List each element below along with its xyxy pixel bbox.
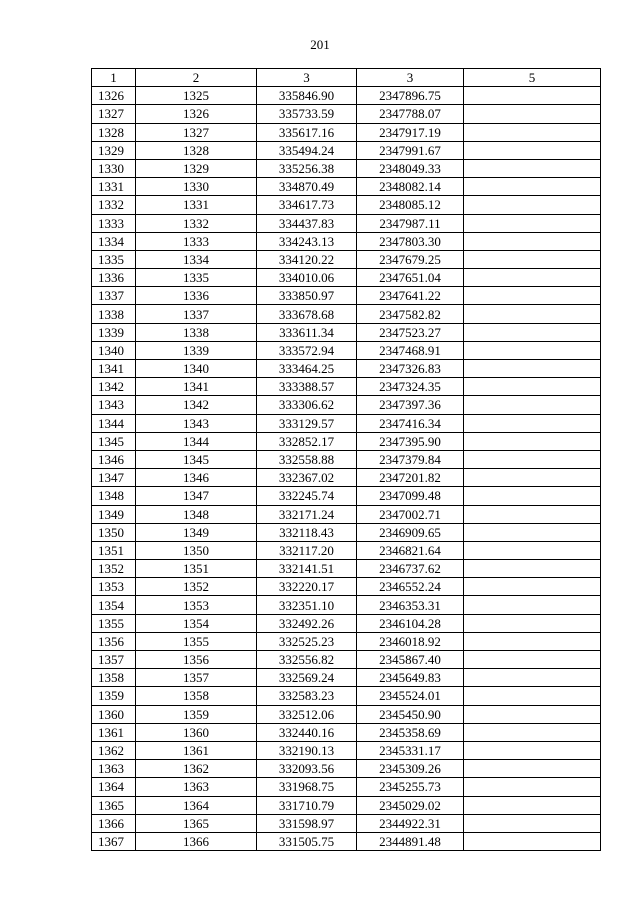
x-coordinate-cell: 332556.82 bbox=[257, 651, 357, 669]
note-cell bbox=[464, 87, 601, 105]
note-cell bbox=[464, 269, 601, 287]
note-cell bbox=[464, 523, 601, 541]
note-cell bbox=[464, 360, 601, 378]
note-cell bbox=[464, 832, 601, 850]
x-coordinate-cell: 333464.25 bbox=[257, 360, 357, 378]
note-cell bbox=[464, 814, 601, 832]
note-cell bbox=[464, 505, 601, 523]
point-number-cell: 1341 bbox=[92, 360, 136, 378]
note-cell bbox=[464, 723, 601, 741]
y-coordinate-cell: 2347641.22 bbox=[357, 287, 464, 305]
previous-point-cell: 1335 bbox=[136, 269, 257, 287]
point-number-cell: 1330 bbox=[92, 159, 136, 177]
point-number-cell: 1343 bbox=[92, 396, 136, 414]
previous-point-cell: 1355 bbox=[136, 632, 257, 650]
table-row bbox=[92, 87, 601, 105]
point-number-cell: 1348 bbox=[92, 487, 136, 505]
x-coordinate-cell: 332569.24 bbox=[257, 669, 357, 687]
point-number-cell: 1359 bbox=[92, 687, 136, 705]
table-row bbox=[92, 487, 601, 505]
previous-point-cell: 1351 bbox=[136, 560, 257, 578]
x-coordinate-cell: 332440.16 bbox=[257, 723, 357, 741]
x-coordinate-cell: 332171.24 bbox=[257, 505, 357, 523]
note-cell bbox=[464, 250, 601, 268]
y-coordinate-cell: 2347679.25 bbox=[357, 250, 464, 268]
previous-point-cell: 1334 bbox=[136, 250, 257, 268]
note-cell bbox=[464, 741, 601, 759]
table-row bbox=[92, 760, 601, 778]
point-number-cell: 1358 bbox=[92, 669, 136, 687]
y-coordinate-cell: 2347917.19 bbox=[357, 123, 464, 141]
table-row bbox=[92, 596, 601, 614]
note-cell bbox=[464, 196, 601, 214]
x-coordinate-cell: 332093.56 bbox=[257, 760, 357, 778]
x-coordinate-cell: 334120.22 bbox=[257, 250, 357, 268]
point-number-cell: 1338 bbox=[92, 305, 136, 323]
point-number-cell: 1335 bbox=[92, 250, 136, 268]
note-cell bbox=[464, 760, 601, 778]
point-number-cell: 1345 bbox=[92, 432, 136, 450]
table-row bbox=[92, 651, 601, 669]
previous-point-cell: 1347 bbox=[136, 487, 257, 505]
previous-point-cell: 1362 bbox=[136, 760, 257, 778]
previous-point-cell: 1363 bbox=[136, 778, 257, 796]
table-row bbox=[92, 505, 601, 523]
table-row bbox=[92, 214, 601, 232]
previous-point-cell: 1356 bbox=[136, 651, 257, 669]
y-coordinate-cell: 2347523.27 bbox=[357, 323, 464, 341]
note-cell bbox=[464, 469, 601, 487]
y-coordinate-cell: 2346552.24 bbox=[357, 578, 464, 596]
point-number-cell: 1353 bbox=[92, 578, 136, 596]
table-row bbox=[92, 469, 601, 487]
previous-point-cell: 1337 bbox=[136, 305, 257, 323]
table-row bbox=[92, 287, 601, 305]
point-number-cell: 1367 bbox=[92, 832, 136, 850]
previous-point-cell: 1364 bbox=[136, 796, 257, 814]
previous-point-cell: 1327 bbox=[136, 123, 257, 141]
point-number-cell: 1340 bbox=[92, 341, 136, 359]
column-header: 3 bbox=[357, 69, 464, 87]
previous-point-cell: 1350 bbox=[136, 541, 257, 559]
table-row bbox=[92, 778, 601, 796]
previous-point-cell: 1352 bbox=[136, 578, 257, 596]
table-row bbox=[92, 541, 601, 559]
note-cell bbox=[464, 159, 601, 177]
previous-point-cell: 1349 bbox=[136, 523, 257, 541]
x-coordinate-cell: 332351.10 bbox=[257, 596, 357, 614]
y-coordinate-cell: 2347379.84 bbox=[357, 450, 464, 468]
note-cell bbox=[464, 396, 601, 414]
x-coordinate-cell: 334437.83 bbox=[257, 214, 357, 232]
table-row bbox=[92, 159, 601, 177]
table-row bbox=[92, 560, 601, 578]
note-cell bbox=[464, 414, 601, 432]
note-cell bbox=[464, 378, 601, 396]
note-cell bbox=[464, 796, 601, 814]
table-row bbox=[92, 687, 601, 705]
y-coordinate-cell: 2345450.90 bbox=[357, 705, 464, 723]
table-header bbox=[92, 69, 601, 87]
table-row bbox=[92, 123, 601, 141]
point-number-cell: 1362 bbox=[92, 741, 136, 759]
point-number-cell: 1350 bbox=[92, 523, 136, 541]
x-coordinate-cell: 332525.23 bbox=[257, 632, 357, 650]
previous-point-cell: 1348 bbox=[136, 505, 257, 523]
previous-point-cell: 1332 bbox=[136, 214, 257, 232]
note-cell bbox=[464, 669, 601, 687]
x-coordinate-cell: 335617.16 bbox=[257, 123, 357, 141]
previous-point-cell: 1339 bbox=[136, 341, 257, 359]
y-coordinate-cell: 2348085.12 bbox=[357, 196, 464, 214]
y-coordinate-cell: 2345867.40 bbox=[357, 651, 464, 669]
point-number-cell: 1363 bbox=[92, 760, 136, 778]
x-coordinate-cell: 331505.75 bbox=[257, 832, 357, 850]
point-number-cell: 1366 bbox=[92, 814, 136, 832]
y-coordinate-cell: 2347651.04 bbox=[357, 269, 464, 287]
x-coordinate-cell: 332492.26 bbox=[257, 614, 357, 632]
point-number-cell: 1332 bbox=[92, 196, 136, 214]
column-header: 2 bbox=[136, 69, 257, 87]
y-coordinate-cell: 2347803.30 bbox=[357, 232, 464, 250]
point-number-cell: 1346 bbox=[92, 450, 136, 468]
previous-point-cell: 1359 bbox=[136, 705, 257, 723]
note-cell bbox=[464, 450, 601, 468]
previous-point-cell: 1358 bbox=[136, 687, 257, 705]
point-number-cell: 1334 bbox=[92, 232, 136, 250]
point-number-cell: 1326 bbox=[92, 87, 136, 105]
previous-point-cell: 1333 bbox=[136, 232, 257, 250]
table-row bbox=[92, 250, 601, 268]
y-coordinate-cell: 2347991.67 bbox=[357, 141, 464, 159]
x-coordinate-cell: 334870.49 bbox=[257, 178, 357, 196]
previous-point-cell: 1346 bbox=[136, 469, 257, 487]
table-row bbox=[92, 632, 601, 650]
previous-point-cell: 1338 bbox=[136, 323, 257, 341]
note-cell bbox=[464, 578, 601, 596]
point-number-cell: 1336 bbox=[92, 269, 136, 287]
x-coordinate-cell: 332245.74 bbox=[257, 487, 357, 505]
table-body bbox=[92, 87, 601, 851]
note-cell bbox=[464, 705, 601, 723]
y-coordinate-cell: 2347788.07 bbox=[357, 105, 464, 123]
note-cell bbox=[464, 614, 601, 632]
note-cell bbox=[464, 432, 601, 450]
x-coordinate-cell: 333306.62 bbox=[257, 396, 357, 414]
x-coordinate-cell: 332141.51 bbox=[257, 560, 357, 578]
previous-point-cell: 1344 bbox=[136, 432, 257, 450]
table-row bbox=[92, 432, 601, 450]
table-row bbox=[92, 450, 601, 468]
point-number-cell: 1344 bbox=[92, 414, 136, 432]
x-coordinate-cell: 335733.59 bbox=[257, 105, 357, 123]
previous-point-cell: 1336 bbox=[136, 287, 257, 305]
previous-point-cell: 1342 bbox=[136, 396, 257, 414]
point-number-cell: 1357 bbox=[92, 651, 136, 669]
y-coordinate-cell: 2347326.83 bbox=[357, 360, 464, 378]
point-number-cell: 1347 bbox=[92, 469, 136, 487]
note-cell bbox=[464, 596, 601, 614]
y-coordinate-cell: 2347002.71 bbox=[357, 505, 464, 523]
previous-point-cell: 1325 bbox=[136, 87, 257, 105]
point-number-cell: 1364 bbox=[92, 778, 136, 796]
y-coordinate-cell: 2345358.69 bbox=[357, 723, 464, 741]
table-row bbox=[92, 578, 601, 596]
y-coordinate-cell: 2345649.83 bbox=[357, 669, 464, 687]
point-number-cell: 1342 bbox=[92, 378, 136, 396]
x-coordinate-cell: 331598.97 bbox=[257, 814, 357, 832]
y-coordinate-cell: 2346737.62 bbox=[357, 560, 464, 578]
y-coordinate-cell: 2347099.48 bbox=[357, 487, 464, 505]
y-coordinate-cell: 2347582.82 bbox=[357, 305, 464, 323]
y-coordinate-cell: 2346821.64 bbox=[357, 541, 464, 559]
note-cell bbox=[464, 341, 601, 359]
table-row bbox=[92, 378, 601, 396]
y-coordinate-cell: 2347468.91 bbox=[357, 341, 464, 359]
previous-point-cell: 1326 bbox=[136, 105, 257, 123]
point-number-cell: 1331 bbox=[92, 178, 136, 196]
note-cell bbox=[464, 632, 601, 650]
table-row bbox=[92, 141, 601, 159]
y-coordinate-cell: 2346909.65 bbox=[357, 523, 464, 541]
previous-point-cell: 1345 bbox=[136, 450, 257, 468]
note-cell bbox=[464, 487, 601, 505]
table-row bbox=[92, 705, 601, 723]
y-coordinate-cell: 2348082.14 bbox=[357, 178, 464, 196]
x-coordinate-cell: 334617.73 bbox=[257, 196, 357, 214]
point-number-cell: 1349 bbox=[92, 505, 136, 523]
x-coordinate-cell: 335256.38 bbox=[257, 159, 357, 177]
y-coordinate-cell: 2347324.35 bbox=[357, 378, 464, 396]
x-coordinate-cell: 332117.20 bbox=[257, 541, 357, 559]
note-cell bbox=[464, 541, 601, 559]
point-number-cell: 1365 bbox=[92, 796, 136, 814]
y-coordinate-cell: 2345029.02 bbox=[357, 796, 464, 814]
x-coordinate-cell: 332190.13 bbox=[257, 741, 357, 759]
previous-point-cell: 1331 bbox=[136, 196, 257, 214]
previous-point-cell: 1340 bbox=[136, 360, 257, 378]
y-coordinate-cell: 2345255.73 bbox=[357, 778, 464, 796]
y-coordinate-cell: 2347201.82 bbox=[357, 469, 464, 487]
previous-point-cell: 1353 bbox=[136, 596, 257, 614]
note-cell bbox=[464, 123, 601, 141]
column-header: 1 bbox=[92, 69, 136, 87]
table-row bbox=[92, 323, 601, 341]
x-coordinate-cell: 331968.75 bbox=[257, 778, 357, 796]
table-row bbox=[92, 341, 601, 359]
point-number-cell: 1329 bbox=[92, 141, 136, 159]
y-coordinate-cell: 2344891.48 bbox=[357, 832, 464, 850]
point-number-cell: 1333 bbox=[92, 214, 136, 232]
table-row bbox=[92, 832, 601, 850]
table-row bbox=[92, 741, 601, 759]
x-coordinate-cell: 334243.13 bbox=[257, 232, 357, 250]
table-row bbox=[92, 105, 601, 123]
previous-point-cell: 1360 bbox=[136, 723, 257, 741]
note-cell bbox=[464, 232, 601, 250]
column-header: 3 bbox=[257, 69, 357, 87]
table-row bbox=[92, 269, 601, 287]
x-coordinate-cell: 333129.57 bbox=[257, 414, 357, 432]
y-coordinate-cell: 2345331.17 bbox=[357, 741, 464, 759]
previous-point-cell: 1328 bbox=[136, 141, 257, 159]
note-cell bbox=[464, 687, 601, 705]
y-coordinate-cell: 2345524.01 bbox=[357, 687, 464, 705]
point-number-cell: 1355 bbox=[92, 614, 136, 632]
x-coordinate-cell: 332583.23 bbox=[257, 687, 357, 705]
y-coordinate-cell: 2348049.33 bbox=[357, 159, 464, 177]
coordinates-table bbox=[91, 68, 601, 851]
x-coordinate-cell: 333572.94 bbox=[257, 341, 357, 359]
note-cell bbox=[464, 651, 601, 669]
table-row bbox=[92, 523, 601, 541]
previous-point-cell: 1354 bbox=[136, 614, 257, 632]
y-coordinate-cell: 2347896.75 bbox=[357, 87, 464, 105]
x-coordinate-cell: 333678.68 bbox=[257, 305, 357, 323]
x-coordinate-cell: 333611.34 bbox=[257, 323, 357, 341]
previous-point-cell: 1329 bbox=[136, 159, 257, 177]
header-row bbox=[92, 69, 601, 87]
table-row bbox=[92, 232, 601, 250]
point-number-cell: 1351 bbox=[92, 541, 136, 559]
note-cell bbox=[464, 141, 601, 159]
note-cell bbox=[464, 287, 601, 305]
x-coordinate-cell: 332367.02 bbox=[257, 469, 357, 487]
y-coordinate-cell: 2346353.31 bbox=[357, 596, 464, 614]
point-number-cell: 1361 bbox=[92, 723, 136, 741]
table-row bbox=[92, 669, 601, 687]
x-coordinate-cell: 333850.97 bbox=[257, 287, 357, 305]
x-coordinate-cell: 332220.17 bbox=[257, 578, 357, 596]
x-coordinate-cell: 332558.88 bbox=[257, 450, 357, 468]
point-number-cell: 1360 bbox=[92, 705, 136, 723]
column-header: 5 bbox=[464, 69, 601, 87]
y-coordinate-cell: 2345309.26 bbox=[357, 760, 464, 778]
previous-point-cell: 1366 bbox=[136, 832, 257, 850]
y-coordinate-cell: 2347987.11 bbox=[357, 214, 464, 232]
y-coordinate-cell: 2344922.31 bbox=[357, 814, 464, 832]
x-coordinate-cell: 332852.17 bbox=[257, 432, 357, 450]
table-row bbox=[92, 178, 601, 196]
point-number-cell: 1339 bbox=[92, 323, 136, 341]
point-number-cell: 1354 bbox=[92, 596, 136, 614]
table-row bbox=[92, 814, 601, 832]
note-cell bbox=[464, 323, 601, 341]
previous-point-cell: 1341 bbox=[136, 378, 257, 396]
y-coordinate-cell: 2346104.28 bbox=[357, 614, 464, 632]
table-row bbox=[92, 723, 601, 741]
point-number-cell: 1356 bbox=[92, 632, 136, 650]
x-coordinate-cell: 332118.43 bbox=[257, 523, 357, 541]
table-row bbox=[92, 414, 601, 432]
table-row bbox=[92, 396, 601, 414]
table-row bbox=[92, 614, 601, 632]
point-number-cell: 1328 bbox=[92, 123, 136, 141]
table-row bbox=[92, 305, 601, 323]
note-cell bbox=[464, 560, 601, 578]
previous-point-cell: 1357 bbox=[136, 669, 257, 687]
note-cell bbox=[464, 305, 601, 323]
point-number-cell: 1337 bbox=[92, 287, 136, 305]
y-coordinate-cell: 2347416.34 bbox=[357, 414, 464, 432]
x-coordinate-cell: 334010.06 bbox=[257, 269, 357, 287]
x-coordinate-cell: 333388.57 bbox=[257, 378, 357, 396]
table-row bbox=[92, 796, 601, 814]
x-coordinate-cell: 332512.06 bbox=[257, 705, 357, 723]
x-coordinate-cell: 335846.90 bbox=[257, 87, 357, 105]
page-number: 201 bbox=[310, 37, 330, 52]
table-row bbox=[92, 196, 601, 214]
note-cell bbox=[464, 105, 601, 123]
y-coordinate-cell: 2347397.36 bbox=[357, 396, 464, 414]
point-number-cell: 1352 bbox=[92, 560, 136, 578]
previous-point-cell: 1330 bbox=[136, 178, 257, 196]
note-cell bbox=[464, 778, 601, 796]
previous-point-cell: 1365 bbox=[136, 814, 257, 832]
y-coordinate-cell: 2347395.90 bbox=[357, 432, 464, 450]
x-coordinate-cell: 331710.79 bbox=[257, 796, 357, 814]
x-coordinate-cell: 335494.24 bbox=[257, 141, 357, 159]
y-coordinate-cell: 2346018.92 bbox=[357, 632, 464, 650]
previous-point-cell: 1343 bbox=[136, 414, 257, 432]
previous-point-cell: 1361 bbox=[136, 741, 257, 759]
note-cell bbox=[464, 214, 601, 232]
point-number-cell: 1327 bbox=[92, 105, 136, 123]
note-cell bbox=[464, 178, 601, 196]
table-row bbox=[92, 360, 601, 378]
